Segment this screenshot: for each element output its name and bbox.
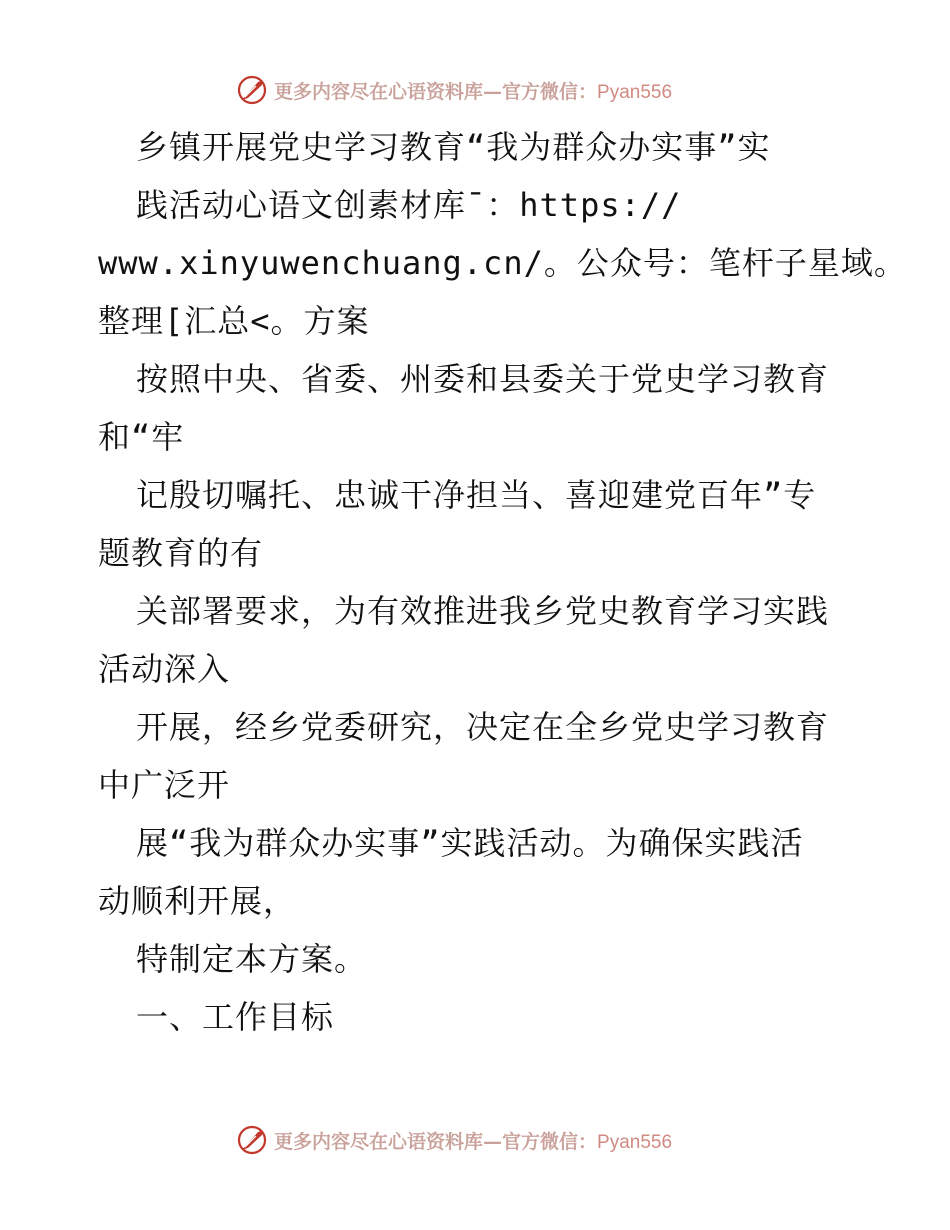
watermark-text xyxy=(274,77,672,104)
document-line: 乡镇开展党史学习教育“我为群众办实事”实 xyxy=(136,128,771,166)
document-body xyxy=(98,118,907,1046)
section-heading: 一、工作目标 xyxy=(136,998,335,1036)
header-watermark xyxy=(236,72,672,108)
document-line: 整理[汇总<。方案 xyxy=(98,302,370,340)
document-line: www.xinyuwenchuang.cn/。公众号：笔杆子星域。 xyxy=(98,244,907,282)
document-line: 和“牢 xyxy=(98,418,185,456)
document-line: 践活动心语文创素材库¯：https:// xyxy=(136,186,682,224)
watermark-text-cn: 更多内容尽在心语资料库—官方微信： xyxy=(274,80,598,103)
watermark-text-cn: 更多内容尽在心语资料库—官方微信： xyxy=(274,1130,598,1153)
watermark-wechat-id: Pyan556 xyxy=(597,81,673,103)
watermark-text xyxy=(274,1127,672,1154)
document-line: 记殷切嘱托、忠诚干净担当、喜迎建党百年”专 xyxy=(136,476,817,514)
document-line: 动顺利开展， xyxy=(98,882,297,920)
feather-pen-icon xyxy=(236,1124,268,1156)
document-line: 展“我为群众办实事”实践活动。为确保实践活 xyxy=(136,824,804,862)
document-line: 活动深入 xyxy=(98,650,231,688)
document-line: 中广泛开 xyxy=(98,766,231,804)
footer-watermark xyxy=(236,1122,672,1158)
document-line: 按照中央、省委、州委和县委关于党史学习教育 xyxy=(136,360,830,398)
document-line: 关部署要求，为有效推进我乡党史教育学习实践 xyxy=(136,592,830,630)
document-line: 特制定本方案。 xyxy=(136,940,368,978)
document-line: 题教育的有 xyxy=(98,534,264,572)
watermark-wechat-id: Pyan556 xyxy=(597,1131,673,1153)
document-line: 开展，经乡党委研究，决定在全乡党史学习教育 xyxy=(136,708,830,746)
feather-pen-icon xyxy=(236,74,268,106)
